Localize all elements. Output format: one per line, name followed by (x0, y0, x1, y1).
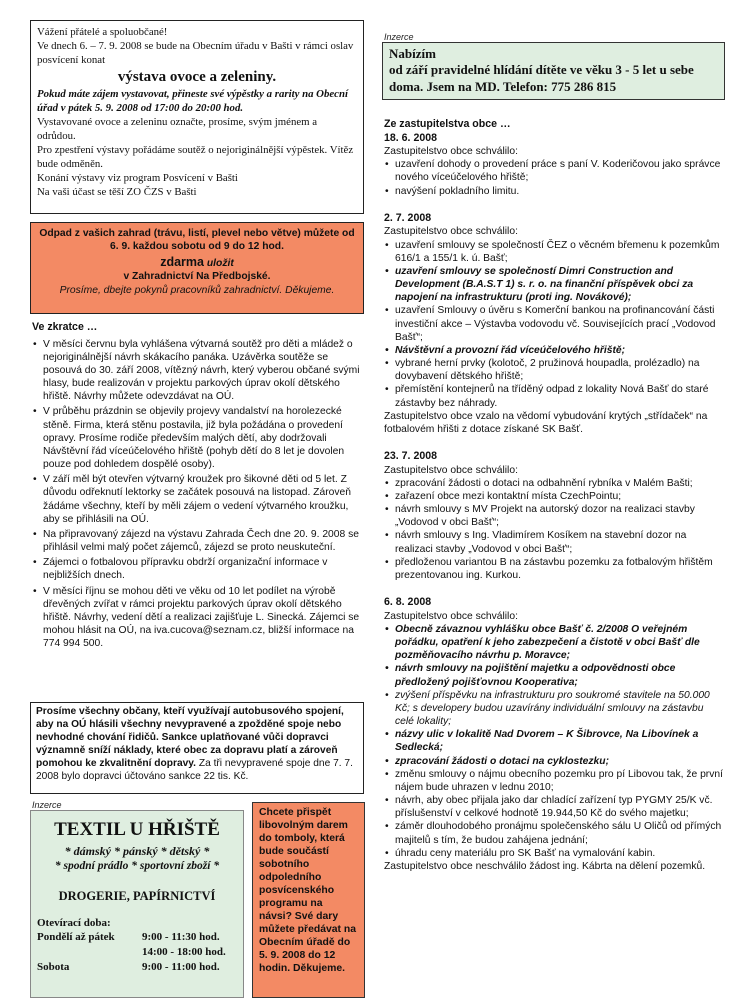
zkratce-item: • Zájemci o fotbalovou přípravku obdrží organizační informace v nejbližších dnech. (32, 556, 364, 582)
vystava-box (30, 20, 364, 214)
meeting-item: • zpracování žádosti o dotaci na odbahnění rybníka v Malém Bašti; (384, 477, 724, 490)
meeting-list (384, 158, 724, 198)
vystava-bold-info: Pokud máte zájem vystavovat, přineste své výpěstky a rarity na Obecní úřad v pátek 5. 9. 2008 od 17:00 do 20:00 hod. (37, 88, 348, 115)
odpad-box (30, 222, 364, 314)
meeting-item: • zpracování žádosti o dotaci na cyklostezku; (384, 755, 724, 768)
meeting-note: Zastupitelstvo obce neschválilo žádost ing. Kábrta na dělení pozemků. (384, 860, 706, 872)
inzerce-label-right: Inzerce (384, 32, 414, 42)
meeting-item: • Návštěvní a provozní řád víceúčelového hřiště; (384, 344, 724, 357)
textil-day: Sobota (37, 960, 70, 973)
vystava-headline: výstava ovoce a zeleniny. (117, 69, 277, 86)
vystava-intro: Ve dnech 6. – 7. 9. 2008 se bude na Obecním úřadu v Bašti v rámci oslav posvícení konat (37, 40, 354, 67)
meeting-item: • záměr dlouhodobého pronájmu společenského sálu U Oličů od přímých majitelů s tím, že budou zahájena jednání; (384, 820, 724, 846)
meeting-item: • úhradu ceny materiálu pro SK Bašť na vymalování kabin. (384, 847, 724, 860)
odpad-zdarma-line (37, 254, 357, 270)
zkratce-item: • V měsíci říjnu se mohou děti ve věku od 10 let podílet na výrobě dřevěných zvířat v rámci projektu parkových úprav okolí dětského hřiště. Návrhy, vedení dětí a realizaci zajišťuje L. Sinecká. Zájemci se mohou hlásit na OÚ, na iva.cucova@seznam.cz, bližší informace na 774 994 500. (32, 585, 364, 651)
odpad-line3: v Zahradnictví Na Předbojské. (123, 271, 271, 283)
meeting-item: • Obecně závaznou vyhlášku obce Bašť č. 2/2008 O veřejném pořádku, opatření k jeho zabezpečení a čistotě v obci Bašť dle pozměňovacího návrhu p. Moravce; (384, 623, 724, 663)
meeting-date: 23. 7. 2008 (384, 450, 438, 463)
meeting-note: Zastupitelstvo obce vzalo na vědomí vybudování krytých „střídaček“ na fotbalovém hřišti z dotace získané SK Bašť. (384, 410, 708, 435)
textil-drogerie: DROGERIE, PAPÍRNICTVÍ (58, 888, 216, 903)
meeting-approved: Zastupitelstvo obce schválilo: (384, 146, 518, 158)
meeting-item: • vybrané herní prvky (kolotoč, 2 pružinová houpadla, prolézadlo) na dovybavení dětského hřiště; (384, 357, 724, 383)
vystava-p3: Konání výstavy viz program Posvícení v Bašti (37, 172, 238, 185)
meeting-item: • zařazení obce mezi kontaktní místa CzechPointu; (384, 490, 724, 503)
meeting-item: • návrh smlouvy s MV Projekt na autorský dozor na realizaci stavby „Vodovod v obci Bašť“; (384, 503, 724, 529)
autobus-bold: Prosíme všechny občany, kteří využívají autobusového spojení, aby na OÚ hlásili všechny nevypravené a zpožděné spoje nebo nevhodné chování řidičů. Sankce uplatňované vůči dopravci významně sníží náklady, které obec za dopravu platí a zároveň pomohou ke zkvalitnění dopravy. (36, 706, 344, 769)
meeting-item: • přemístění kontejnerů na tříděný odpad z lokality Nová Bašť do staré zástavby bez náhrady. (384, 383, 724, 409)
meeting-date: 2. 7. 2008 (384, 211, 432, 224)
meeting-item: • návrh smlouvy s Ing. Vladimírem Kosíkem na stavební dozor na realizaci stavby „Vodovod v obci Bašť“; (384, 529, 724, 555)
textil-line1: * dámský * pánský * dětský * (64, 843, 210, 858)
inzerce-label-left: Inzerce (32, 800, 62, 810)
meeting-approved: Zastupitelstvo obce schválilo: (384, 226, 518, 238)
vystava-greeting: Vážení přátelé a spoluobčané! (37, 26, 168, 38)
zkratce-item: • V měsíci červnu byla vyhlášena výtvarná soutěž pro děti a mládež o nejoriginálnější návrh skákacího panáka. Uzávěrka soutěže se posouvá do 30. září 2008, vítězný návrh, který vyberou občané svými hlasy, bude realizován v projektu parkových úprav okolí dětského hřiště. Návrhy můžete odevzdávat na OÚ. (32, 338, 364, 404)
meeting-approved: Zastupitelstvo obce schválilo: (384, 464, 518, 476)
meeting-list (384, 239, 724, 410)
textil-title: TEXTIL U HŘIŠTĚ (54, 819, 220, 840)
zkratce-section (32, 321, 364, 651)
zkratce-title: Ve zkratce … (32, 321, 98, 333)
meeting-item: • zvýšení příspěvku na infrastrukturu pro soukromé stavitele na 50.000 Kč; s developery budou uzavírány individuální smlouvy na zástavbu celé lokality; (384, 689, 724, 729)
textil-time: 14:00 - 18:00 hod. (142, 945, 226, 958)
vystava-p2: Pro zpestření výstavy pořádáme soutěž o nejoriginálnější výpěstek. Vítěz bude odměněn. (37, 144, 354, 171)
autobus-box (30, 702, 364, 794)
vystava-p1: Vystavované ovoce a zeleninu označte, prosíme, svým jménem a odrůdou. (37, 116, 318, 143)
tombola-box (252, 802, 365, 998)
meeting-item: • změnu smlouvy o nájmu obecního pozemku pro pí Libovou tak, že první nájem bude uhrazen v lednu 2010; (384, 768, 724, 794)
odpad-line4: Prosíme, dbejte pokynů pracovníků zahradnictví. Děkujeme. (59, 284, 335, 296)
zastupitelstvo-section (384, 118, 724, 873)
odpad-ulozit: uložit (206, 257, 234, 269)
textil-oteviraci: Otevírací doba: (37, 916, 111, 929)
zkratce-item: • V září měl být otevřen výtvarný kroužek pro šikovné děti od 5 let. Z důvodu odřeknutí lektorky se začátek posouvá na listopad. Zároveň žádáme všechny, kteří by měli zájem o vedení výtvarného kroužku, aby se přihlásili na OÚ. (32, 473, 364, 526)
vystava-p4: Na vaši účast se těší ZO ČZS v Bašti (37, 186, 197, 199)
meeting-item: • uzavření smlouvy se společností ČEZ o věcném břemenu k pozemkům 616/1 a 155/1 k. ú. Bašť; (384, 239, 724, 265)
textil-day: Pondělí až pátek (37, 930, 115, 943)
nabizim-ad (382, 42, 725, 100)
nabizim-line2: od září pravidelné hlídání dítěte ve věku 3 - 5 let u sebe doma. Jsem na MD. Telefon: 775 286 815 (389, 62, 694, 94)
meeting-date: 18. 6. 2008 (384, 131, 438, 144)
textil-time: 9:00 - 11:00 hod. (142, 960, 220, 973)
meeting-item: • názvy ulic v lokalitě Nad Dvorem – K Šibrovce, Na Libovínek a Sedlecká; (384, 728, 724, 754)
meeting-item: • uzavření dohody o provedení práce s paní V. Koderičovou jako správce nového víceúčelového hřiště; (384, 158, 724, 184)
odpad-zdarma: zdarma (160, 254, 204, 269)
meeting-approved: Zastupitelstvo obce schválilo: (384, 610, 518, 622)
zkratce-item: • Na připravovaný zájezd na výstavu Zahrada Čech dne 20. 9. 2008 se přihlásil velmi malý počet zájemců, zájezd se proto neuskuteční. (32, 528, 364, 554)
zkratce-item: • V průběhu prázdnin se objevily projevy vandalství na horolezecké stěně. Firma, která stěnu postavila, již byla požádána o provedení opravy. Prosíme rodiče především malých dětí, aby dodržovali Návštěvní řád víceúčelového hřiště (pohyb dětí do 8 let je dovolen pouze pod dohledem dospělé osoby). (32, 405, 364, 471)
zkratce-list (32, 338, 364, 651)
nabizim-line1: Nabízím (389, 46, 436, 61)
tombola-text: Chcete přispět libovolným darem do tomboly, která bude součástí sobotního odpoledního posvícenského programu na návsi? Své dary můžete předávat na Obecním úřadě do 5. 9. 2008 do 12 hodin. Děkujeme. (259, 807, 357, 974)
meeting-item: • uzavření Smlouvy o úvěru s Komerční bankou na profinancování části investiční akce – Výstavba vodovodu vč. Souvisejících prací „Vodovod Bašť“; (384, 304, 724, 344)
meeting-date: 6. 8. 2008 (384, 596, 432, 609)
textil-time: 9:00 - 11:30 hod. (142, 930, 220, 943)
meeting-item: • předloženou variantou B na zástavbu pozemku za fotbalovým hřištěm prezentovanou ing. Kurkou. (384, 556, 724, 582)
zastupitelstvo-title: Ze zastupitelstva obce … (384, 118, 511, 130)
odpad-line1: Odpad z vašich zahrad (trávu, listí, plevel nebo větve) můžete od 6. 9. každou sobotu od 9 do 12 hod. (39, 228, 355, 253)
meeting-item: • navýšení pokladního limitu. (384, 185, 724, 198)
textil-hours (37, 930, 237, 975)
meeting-item: • návrh smlouvy na pojištění majetku a odpovědnosti obce předložený pojišťovnou Kooperativa; (384, 662, 724, 688)
meeting-list (384, 623, 724, 860)
meeting-item: • uzavření smlouvy se společností Dimri Construction and Development (B.A.S.T 1) s. r. o. na finanční příspěvek obci za napojení na infrastrukturu (proti ing. Novákové); (384, 265, 724, 305)
autobus-normal: Za tři nevypravené spoje dne 7. 7. 2008 bylo dopravci účtováno sankce 22 tis. Kč. (36, 757, 353, 782)
meeting-list (384, 477, 724, 582)
meeting-item: • návrh, aby obec přijala jako dar chladící zařízení typ PYGMY 25/K vč. příslušenství v celkové hodnotě 19.944,50 Kč do svého majetku; (384, 794, 724, 820)
textil-line2: * spodní prádlo * sportovní zboží * (54, 860, 220, 873)
textil-ad (30, 810, 244, 998)
